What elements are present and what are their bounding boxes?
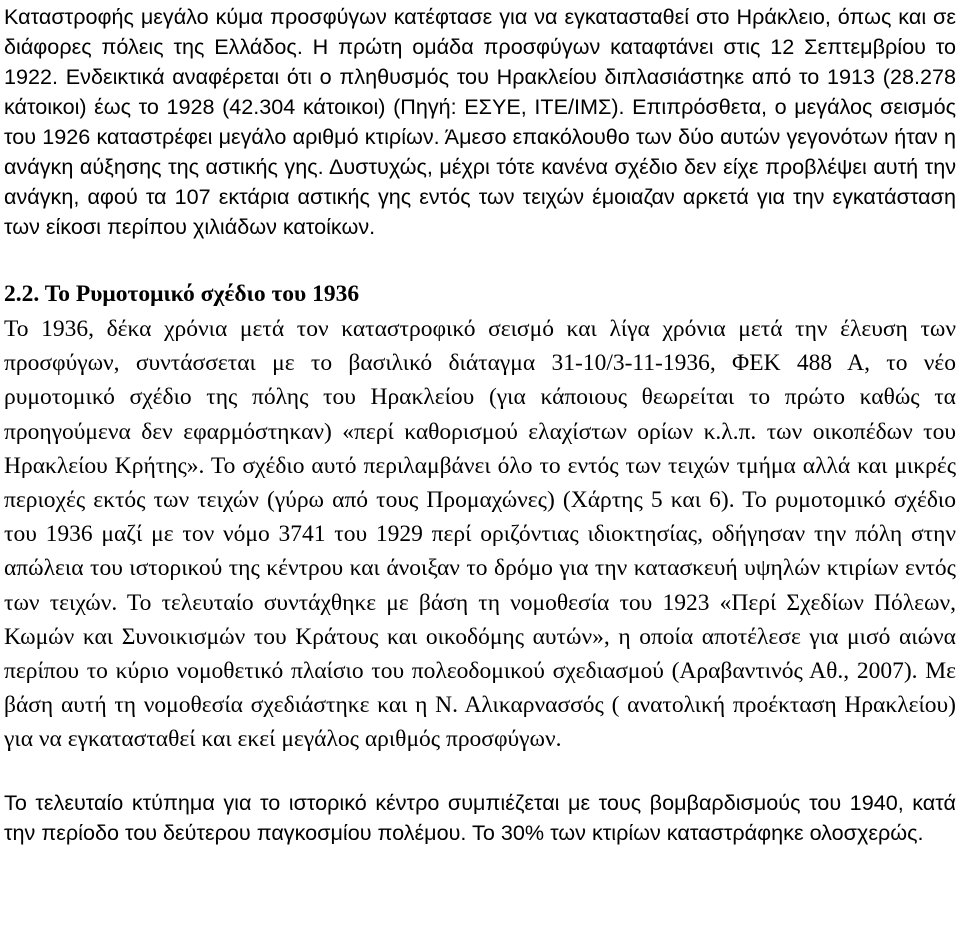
section-heading: 2.2. Το Ρυμοτομικό σχέδιο του 1936 xyxy=(4,281,360,307)
body-paragraph: Το τελευταίο κτύπημα για το ιστορικό κέντρο συμπιέζεται με τους βομβαρδισμούς του 1940, κατά την περίοδο του δεύτερου παγκοσμίου πολέμου. Το 30% των κτιρίων καταστράφηκε ολοσχερώς. xyxy=(4,789,956,845)
body-paragraph: Το 1936, δέκα χρόνια μετά τον καταστροφικό σεισμό και λίγα χρόνια μετά την έλευση των προσφύγων, συντάσσεται με το βασιλικό διάταγμα 31-10/3-11-1936, ΦΕΚ 488 Α, το νέο ρυμοτομικό σχέδιο της πόλης του Ηρακλείου (για κάποιους θεωρείται το πρώτο καθώς τα προηγούμενα δεν εφαρμόστηκαν) «περί καθορισμού ελαχίστων ορίων κ.λ.π. των οικοπέδων του Ηρακλείου Κρήτης». Το σχέδιο αυτό περιλαμβάνει όλο το εντός των τειχών τμήμα αλλά και μικρές περιοχές εκτός των τειχών (γύρω από τους Προμαχώνες) (Χάρτης 5 και 6). Το ρυμοτομικό σχέδιο του 1936 μαζί με τον νόμο 3741 του 1929 περί οριζόντιας ιδιοκτησίας, οδήγησαν την πόλη στην απώλεια του ιστορικού της κέντρου και άνοιξαν το δρόμο για την κατασκευή υψηλών κτιρίων εντός των τειχών. Το τελευταίο συντάχθηκε με βάση τη νομοθεσία του 1923 «Περί Σχεδίων Πόλεων, Κωμών και Συνοικισμών του Κράτους και οικοδόμης αυτών», η οποία αποτέλεσε για μισό αιώνα περίπου το κύριο νομοθετικό πλαίσιο του πολεοδομικού σχεδιασμού (Αραβαντινός Αθ., 2007). Με βάση αυτή τη νομοθεσία σχεδιάστηκε και η Ν. Αλικαρνασσός ( ανατολική προέκταση Ηρακλείου) για να εγκατασταθεί και εκεί μεγάλος αριθμός προσφύγων. xyxy=(4,316,956,753)
body-paragraph: Καταστροφής μεγάλο κύμα προσφύγων κατέφτασε για να εγκατασταθεί στο Ηράκλειο, όπως και σε διάφορες πόλεις της Ελλάδος. Η πρώτη ομάδα προσφύγων καταφτάνει στις 12 Σεπτεμβρίου το 1922. Ενδεικτικά αναφέρεται ότι ο πληθυσμός του Ηρακλείου διπλασιάστηκε από το 1913 (28.278 κάτοικοι) έως το 1928 (42.304 κάτοικοι) (Πηγή: ΕΣΥΕ, ΙΤΕ/ΙΜΣ). Επιπρόσθετα, ο μεγάλος σεισμός του 1926 καταστρέφει μεγάλο αριθμό κτιρίων. Άμεσο επακόλουθο των δύο αυτών γεγονότων ήταν η ανάγκη αύξησης της αστικής γης. Δυστυχώς, μέχρι τότε κανένα σχέδιο δεν είχε προβλέψει αυτή την ανάγκη, αφού τα 107 εκτάρια αστικής γης εντός των τειχών έμοιαζαν αρκετά για την εγκατάσταση των είκοσι περίπου χιλιάδων κατοίκων. xyxy=(4,4,956,239)
